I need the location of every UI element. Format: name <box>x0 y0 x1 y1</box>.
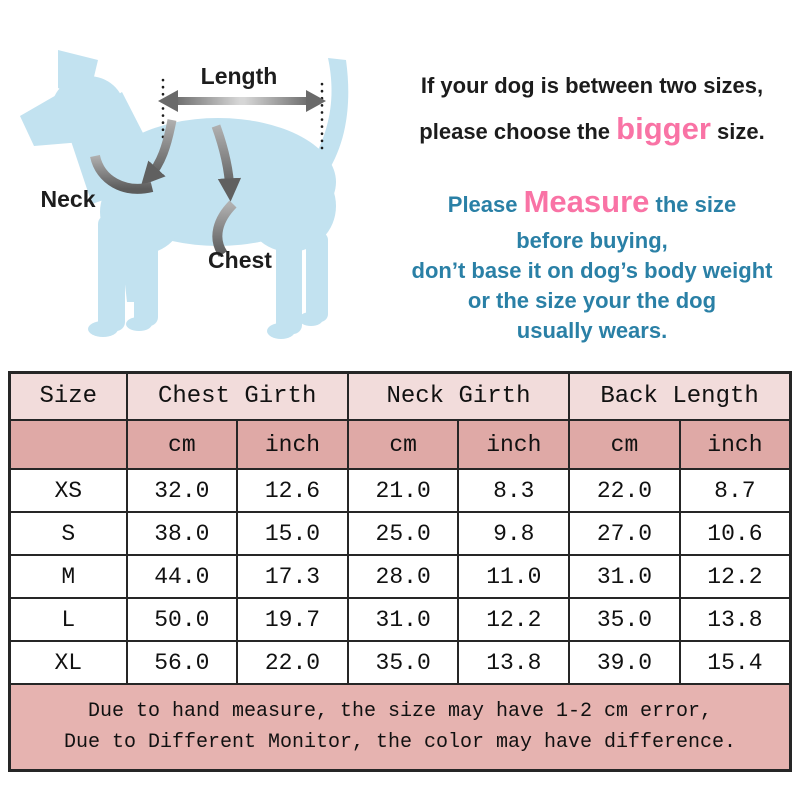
size-value-cell: 22.0 <box>237 641 348 684</box>
size-row-xs <box>10 469 791 512</box>
dog-tail <box>314 58 348 168</box>
size-value-cell: 31.0 <box>569 555 680 598</box>
advice-line: or the size your the dog <box>467 288 717 313</box>
dog-paw <box>126 317 152 331</box>
size-value-cell: 17.3 <box>237 555 348 598</box>
unit-empty-cell <box>10 420 127 469</box>
advice-text: please choose the <box>419 119 617 144</box>
size-value-cell: 12.6 <box>237 469 348 512</box>
advice-line: don’t base it on dog’s body weight <box>411 258 773 283</box>
size-value-cell: 28.0 <box>348 555 459 598</box>
unit-cell: inch <box>680 420 791 469</box>
size-value-cell: 32.0 <box>127 469 238 512</box>
size-value-cell: 35.0 <box>569 598 680 641</box>
measure-highlight: Measure <box>523 184 650 219</box>
size-value-cell: 15.4 <box>680 641 791 684</box>
bigger-highlight: bigger <box>616 111 711 146</box>
length-double-arrow <box>158 90 326 112</box>
length-label: Length <box>200 63 278 89</box>
size-value-cell: 8.3 <box>458 469 569 512</box>
size-row-l <box>10 598 791 641</box>
length-arrow-shaft <box>176 97 308 105</box>
dog-front-leg <box>98 215 125 331</box>
size-label-cell: S <box>10 512 127 555</box>
chest-girth-header: Chest Girth <box>127 373 348 421</box>
unit-cell: inch <box>458 420 569 469</box>
size-label-cell: XL <box>10 641 127 684</box>
footnote-row <box>10 684 791 771</box>
unit-cell: cm <box>348 420 459 469</box>
size-row-s <box>10 512 791 555</box>
size-value-cell: 12.2 <box>458 598 569 641</box>
footnote-line-2: Due to Different Monitor, the color may have difference. <box>63 731 737 754</box>
advice-choose-bigger-line <box>386 108 798 153</box>
size-column-header: Size <box>10 373 127 421</box>
back-length-header: Back Length <box>569 373 790 421</box>
size-table-header <box>10 373 791 470</box>
size-row-m <box>10 555 791 598</box>
size-value-cell: 9.8 <box>458 512 569 555</box>
size-value-cell: 31.0 <box>348 598 459 641</box>
chest-label: Chest <box>208 247 272 273</box>
advice-text: size. <box>710 119 765 144</box>
length-arrowhead-right <box>306 90 326 112</box>
table-footnote <box>10 684 791 771</box>
advice-line: before buying, <box>516 228 668 253</box>
size-row-xl <box>10 641 791 684</box>
footnote-line-1: Due to hand measure, the size may have 1-2 cm error, <box>87 700 713 723</box>
size-value-cell: 38.0 <box>127 512 238 555</box>
dog-rear-leg <box>276 240 302 334</box>
unit-header-row <box>10 420 791 469</box>
dog-paw <box>88 321 118 337</box>
size-value-cell: 12.2 <box>680 555 791 598</box>
size-value-cell: 25.0 <box>348 512 459 555</box>
size-label-cell: L <box>10 598 127 641</box>
group-header-row <box>10 373 791 421</box>
unit-cell: inch <box>237 420 348 469</box>
advice-between-sizes-line: If your dog is between two sizes, <box>420 73 764 98</box>
dog-paw <box>299 312 323 326</box>
size-value-cell: 27.0 <box>569 512 680 555</box>
neck-label: Neck <box>40 186 96 212</box>
dog-rear-leg <box>306 232 328 322</box>
size-value-cell: 44.0 <box>127 555 238 598</box>
size-value-cell: 13.8 <box>680 598 791 641</box>
size-value-cell: 11.0 <box>458 555 569 598</box>
size-value-cell: 19.7 <box>237 598 348 641</box>
measure-advice-paragraph <box>386 181 798 346</box>
size-value-cell: 15.0 <box>237 512 348 555</box>
size-value-cell: 56.0 <box>127 641 238 684</box>
advice-text: the size <box>649 192 737 217</box>
advice-text: Please <box>447 192 524 217</box>
size-value-cell: 10.6 <box>680 512 791 555</box>
unit-cell: cm <box>127 420 238 469</box>
size-value-cell: 21.0 <box>348 469 459 512</box>
unit-cell: cm <box>569 420 680 469</box>
dog-front-leg <box>134 218 158 326</box>
length-arrowhead-left <box>158 90 178 112</box>
size-value-cell: 22.0 <box>569 469 680 512</box>
size-value-cell: 13.8 <box>458 641 569 684</box>
sizing-advice <box>386 70 798 346</box>
neck-girth-header: Neck Girth <box>348 373 569 421</box>
size-table <box>8 371 792 772</box>
advice-line: usually wears. <box>516 318 668 343</box>
size-label-cell: M <box>10 555 127 598</box>
size-value-cell: 35.0 <box>348 641 459 684</box>
size-table-footer <box>10 684 791 771</box>
size-value-cell: 8.7 <box>680 469 791 512</box>
size-label-cell: XS <box>10 469 127 512</box>
size-value-cell: 50.0 <box>127 598 238 641</box>
size-table-body <box>10 469 791 684</box>
dog-paw <box>267 323 295 339</box>
size-value-cell: 39.0 <box>569 641 680 684</box>
dog-measurement-diagram <box>0 0 400 360</box>
advice-measure-line <box>386 181 798 226</box>
